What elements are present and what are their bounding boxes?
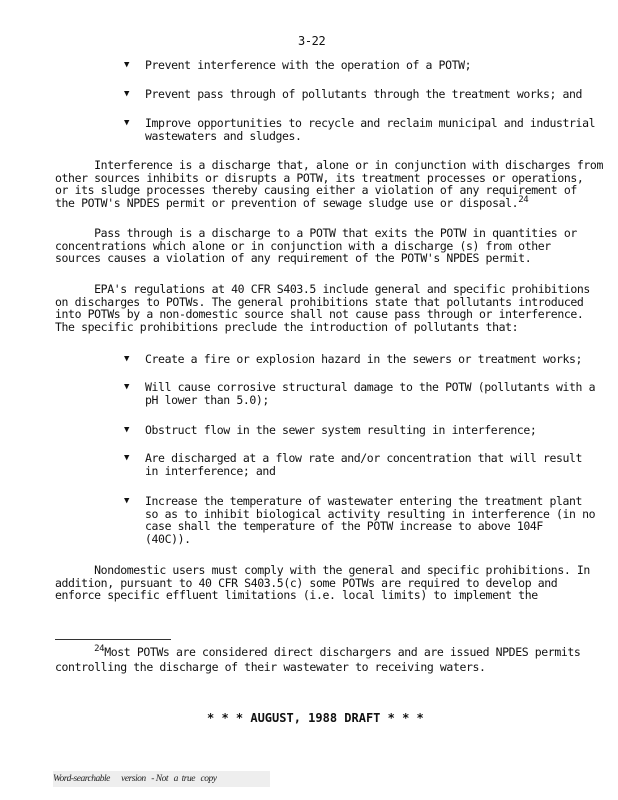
bullet-text: Obstruct flow in the sewer system resulting in interference; xyxy=(145,423,537,437)
paragraph-nondomestic-users: Nondomestic users must comply with the general and specific prohibitions. In addition, pursuant to 40 CFR S403.5(c) some POTWs are required to develop and enforce specific effluent limitations (i.e. local limits) to implement the xyxy=(55,563,590,602)
bullet-text: Improve opportunities to recycle and reclaim municipal and industrial wastewaters and sludges. xyxy=(145,116,596,143)
bullet-icon: ▼ xyxy=(124,60,130,70)
paragraph-epa-regulations: EPA's regulations at 40 CFR S403.5 include general and specific prohibitions on discharges to POTWs. The general prohibitions state that pollutants introduced into POTWs by a non-domestic source shall not cause pass through or interference. The specific prohibitions preclude the introduction of pollutants that: xyxy=(55,282,590,334)
bullet-text: Are discharged at a flow rate and/or concentration that will result in interference; and xyxy=(145,451,583,478)
bullet-icon: ▼ xyxy=(124,496,130,506)
footnote: $^{24}$Most POTWs are considered direct dischargers and are issued NPDES permits controlling the discharge of their wastewater to receiving waters. xyxy=(55,644,581,674)
bullet-icon: ▼ xyxy=(124,453,130,463)
paragraph-pass-through: Pass through is a discharge to a POTW that exits the POTW in quantities or concentrations which alone or in conjunction with a discharge (s) from other sources causes a violation of any requirement of the POTW's NPDES permit. xyxy=(55,226,577,265)
bullet-icon: ▼ xyxy=(124,382,130,392)
bullet-icon: ▼ xyxy=(124,118,130,128)
bullet-icon: ▼ xyxy=(124,354,130,364)
footnote-number: 24 xyxy=(94,644,105,654)
bullet-text: Increase the temperature of wastewater entering the treatment plant so as to inhibit biological activity resulting in interference (in no case shall the temperature of the POTW increase to above 104F (40C)). xyxy=(145,494,596,546)
bullet-text: Create a fire or explosion hazard in the sewers or treatment works; xyxy=(145,352,583,366)
footnote-divider xyxy=(55,639,171,640)
paragraph-interference: Interference is a discharge that, alone or in conjunction with discharges from other sources inhibits or disrupts a POTW, its treatment processes or operations, or its sludge processes thereby causing either a violation of any requirement of the POTW's NPDES permit or prevention of sewage sludge use or disposal.$^{24}$ xyxy=(55,158,603,210)
bullet-text: Prevent interference with the operation of a POTW; xyxy=(145,58,472,72)
page-number: 3-22 xyxy=(298,34,326,48)
bullet-icon: ▼ xyxy=(124,89,130,99)
bullet-text: Will cause corrosive structural damage to the POTW (pollutants with a pH lower than 5.0); xyxy=(145,380,596,407)
watermark-banner: Word-searchable version - Not a true copy xyxy=(53,771,270,787)
footnote-ref: 24 xyxy=(518,194,529,205)
draft-notice: * * * AUGUST, 1988 DRAFT * * * xyxy=(207,711,424,725)
bullet-icon: ▼ xyxy=(124,425,130,435)
bullet-text: Prevent pass through of pollutants through the treatment works; and xyxy=(145,87,583,101)
